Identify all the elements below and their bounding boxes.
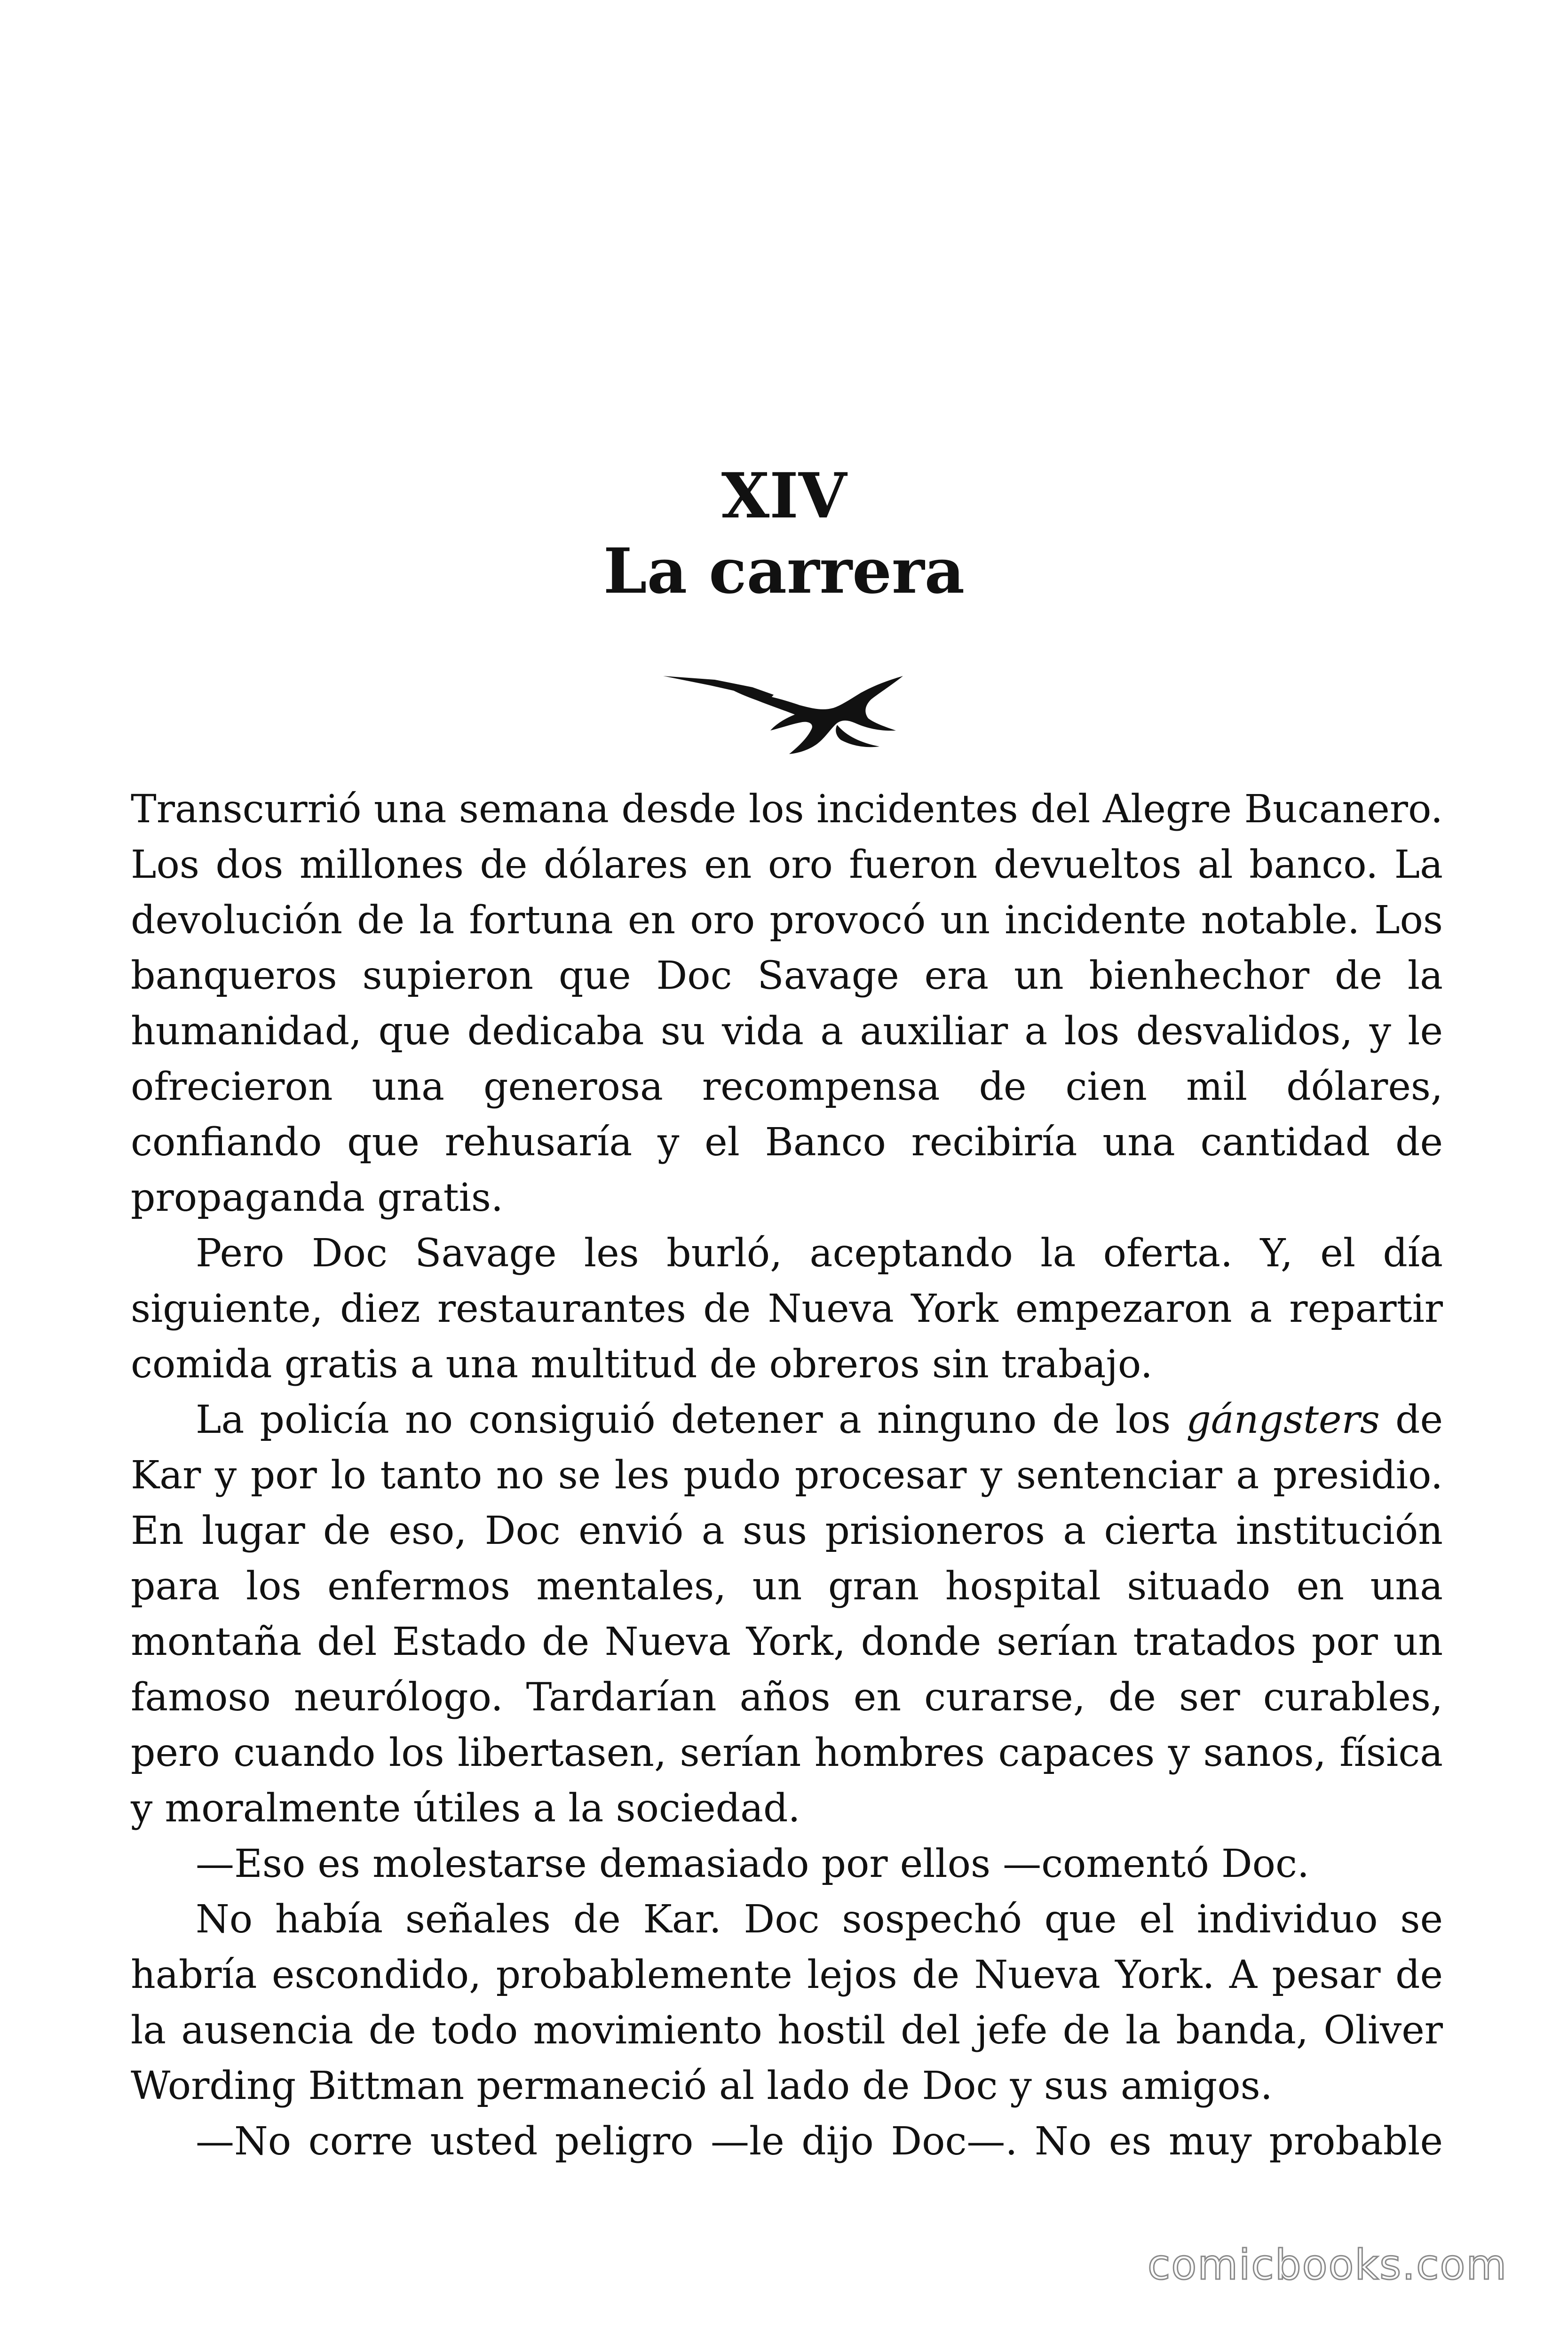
chapter-title: La carrera [603, 535, 965, 608]
chapter-number: XIV [721, 460, 847, 532]
paragraph-3-part-1: La policía no consiguió detener a ninguno de los [196, 1398, 1187, 1442]
watermark: comicbooks.com [1148, 2241, 1508, 2289]
paragraph-1: Transcurrió una semana desde los incidentes del Alegre Bucanero. Los dos millones de dólares en oro fueron devueltos al banco. La devolución de la fortuna en oro provocó un incidente notable. Los banqueros supieron que Doc Savage era un bienhechor de la humanidad, que dedicaba su vida a auxiliar a los desvalidos, y le ofrecieron una generosa recompensa de cien mil dólares, confiando que rehusaría y el Banco recibiría una cantidad de propaganda gratis. [131, 787, 1443, 1220]
italic-term: gángsters [1186, 1398, 1380, 1442]
paragraph-3-part-2: de Kar y por lo tanto no se les pudo procesar y sentenciar a presidio. En lugar de eso, Doc envió a sus prisioneros a cierta institución para los enfermos mentales, un gran hospital situado en una montaña del Estado de Nueva York, donde serían tratados por un famoso neurólogo. Tardarían años en curarse, de ser curables, pero cuando los libertasen, serían hombres capaces y sanos, física y moralmente útiles a la sociedad. [131, 1398, 1443, 1831]
paragraph-6: —No corre usted peligro —le dijo Doc—. No es muy probable [196, 2119, 1443, 2164]
paragraph-2: Pero Doc Savage les burló, aceptando la oferta. Y, el día siguiente, diez restaurantes de Nueva York empezaron a repartir comida gratis a una multitud de obreros sin trabajo. [131, 1231, 1443, 1387]
paragraph-4: —Eso es molestarse demasiado por ellos —comentó Doc. [196, 1842, 1309, 1886]
pterodactyl-icon [658, 666, 908, 755]
chapter-body [131, 782, 1443, 2169]
paragraph-3 [131, 1392, 1443, 1836]
paragraph-5: No había señales de Kar. Doc sospechó que el individuo se habría escondido, probablemente lejos de Nueva York. A pesar de la ausencia de todo movimiento hostil del jefe de la banda, Oliver Wording Bittman permaneció al lado de Doc y sus amigos. [131, 1897, 1443, 2108]
